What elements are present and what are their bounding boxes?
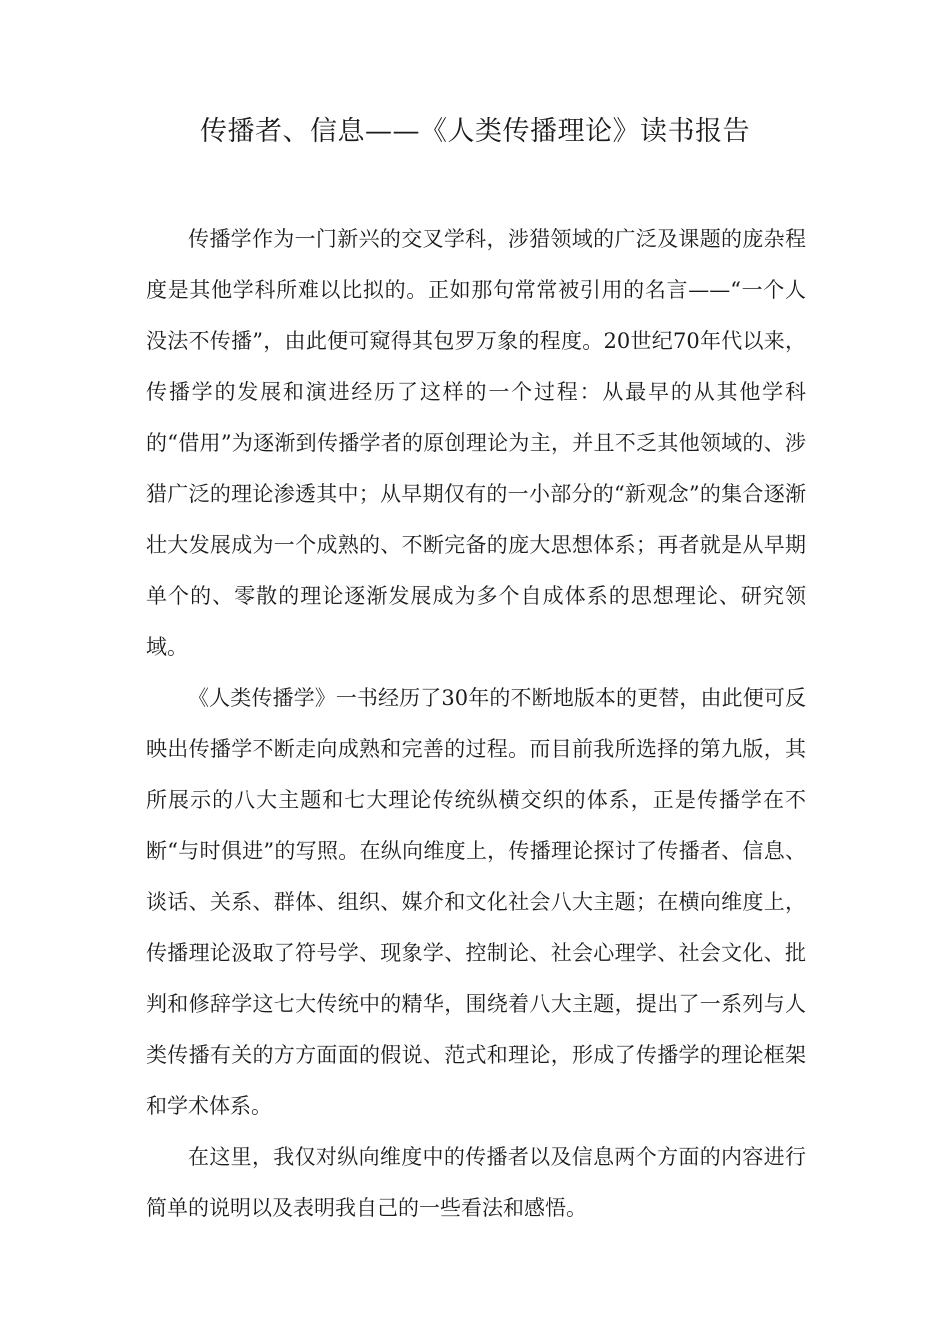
document-body [146,214,806,1234]
paragraph-2: 《人类传播学》一书经历了30年的不断地版本的更替，由此便可反映出传播学不断走向成熟和完善的过程。而目前我所选择的第九版，其所展示的八大主题和七大理论传统纵横交织的体系，正是传播学在不断“与时俱进”的写照。在纵向维度上，传播理论探讨了传播者、信息、谈话、关系、群体、组织、媒介和文化社会八大主题；在横向维度上，传播理论汲取了符号学、现象学、控制论、社会心理学、社会文化、批判和修辞学这七大传统中的精华，围绕着八大主题，提出了一系列与人类传播有关的方方面面的假说、范式和理论，形成了传播学的理论框架和学术体系。 [146,686,806,1118]
paragraph-1: 传播学作为一门新兴的交叉学科，涉猎领域的广泛及课题的庞杂程度是其他学科所难以比拟的。正如那句常常被引用的名言——“一个人没法不传播”，由此便可窥得其包罗万象的程度。20世纪70年代以来，传播学的发展和演进经历了这样的一个过程：从最早的从其他学科的“借用”为逐渐到传播学者的原创理论为主，并且不乏其他领域的、涉猎广泛的理论渗透其中；从早期仅有的一小部分的“新观念”的集合逐渐壮大发展成为一个成熟的、不断完备的庞大思想体系；再者就是从早期单个的、零散的理论逐渐发展成为多个自成体系的思想理论、研究领域。 [146,227,806,659]
paragraph-3: 在这里，我仅对纵向维度中的传播者以及信息两个方面的内容进行简单的说明以及表明我自己的一些看法和感悟。 [146,1145,806,1220]
page-title: 传播者、信息——《人类传播理论》读书报告 [200,116,750,147]
